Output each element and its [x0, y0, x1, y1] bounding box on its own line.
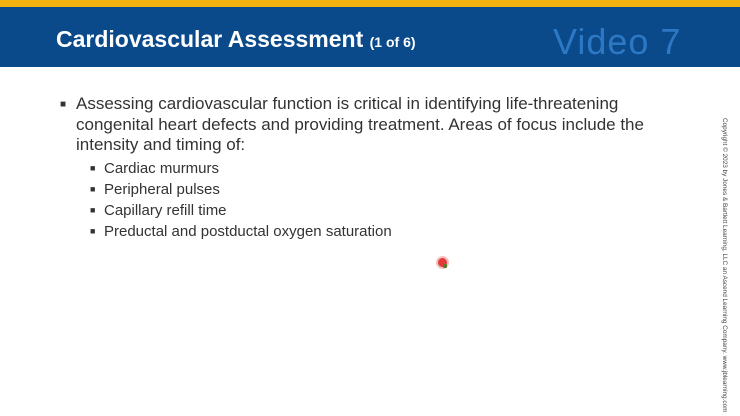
slide-title-text: Cardiovascular Assessment: [56, 26, 364, 52]
slide-header: [0, 7, 740, 67]
main-bullet-item: [60, 94, 680, 156]
sub-bullet-text: Cardiac murmurs: [104, 159, 220, 177]
copyright-text: Copyright © 2023 by Jones & Bartlett Learning, LLC an Ascend Learning Company. www.jblearning.com: [721, 118, 728, 413]
slide-title: [56, 26, 416, 53]
slide-number: (1 of 6): [369, 34, 416, 50]
slide-content: [60, 94, 680, 242]
list-item: [90, 200, 680, 221]
laser-pointer-icon: [438, 258, 447, 267]
square-bullet-icon: ■: [60, 99, 67, 110]
list-item: [90, 179, 680, 200]
square-bullet-icon: ■: [90, 162, 96, 173]
square-bullet-icon: ■: [90, 225, 96, 236]
list-item: [90, 221, 680, 242]
copyright-notice: [721, 118, 735, 413]
list-item: [90, 158, 680, 179]
main-bullet-text: Assessing cardiovascular function is critical in identifying life-threatening congenital heart defects and providing treatment. Areas of focus include the intensity and timing of:: [76, 94, 644, 154]
sub-bullet-list: [90, 158, 680, 242]
square-bullet-icon: ■: [90, 183, 96, 194]
square-bullet-icon: ■: [90, 204, 96, 215]
top-accent-stripe: [0, 0, 740, 7]
video-label: Video 7: [553, 21, 682, 62]
sub-bullet-text: Preductal and postductal oxygen saturation: [104, 222, 392, 240]
sub-bullet-text: Peripheral pulses: [104, 180, 220, 198]
sub-bullet-text: Capillary refill time: [104, 201, 227, 219]
